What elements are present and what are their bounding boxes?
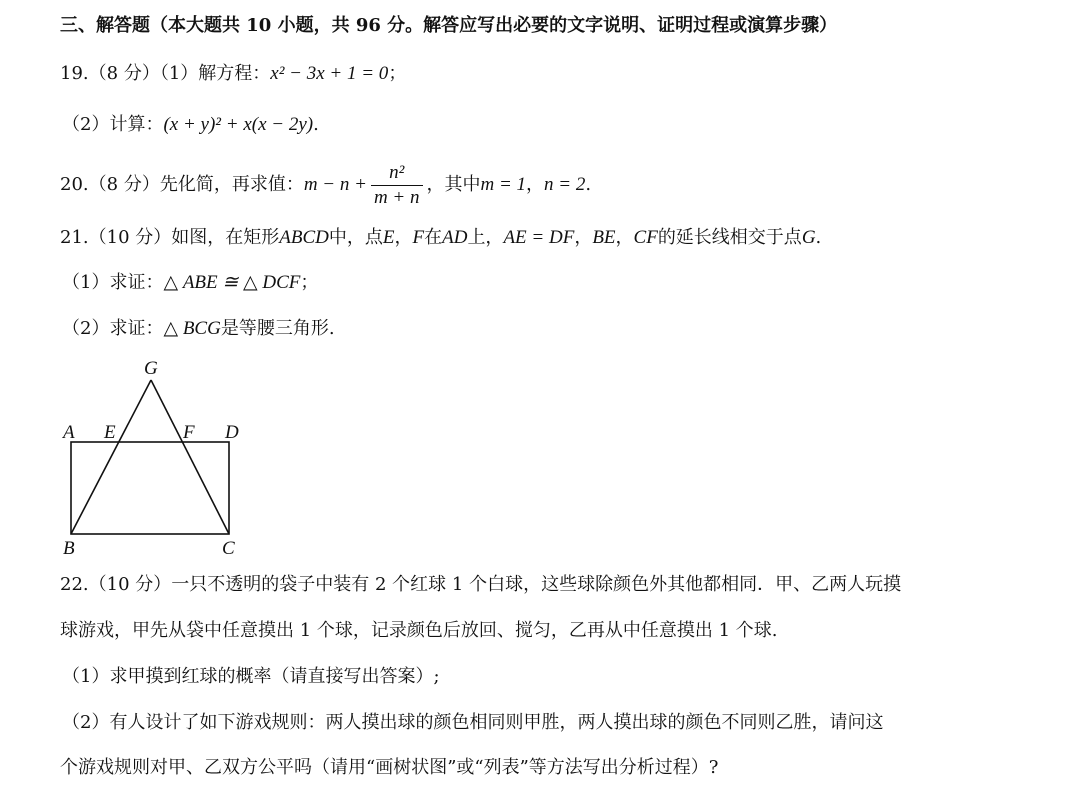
congruence-statement: △ ABE ≅ △ DCF: [163, 272, 301, 293]
equation: x² − 3x + 1 = 0: [270, 63, 389, 84]
math-symbol: G: [801, 227, 816, 248]
question-text: ，其中: [426, 174, 481, 195]
geometry-figure: [55, 350, 255, 562]
question-score: （10 分）: [88, 227, 172, 248]
expression-lead: m − n +: [303, 174, 367, 195]
punctuation: .: [313, 114, 319, 135]
question-21-part-2: [62, 317, 335, 341]
question-score: （8 分）: [88, 174, 160, 195]
question-text: 在: [424, 227, 443, 248]
question-text: 个游戏规则对甲、乙双方公平吗（请用“画树状图”或“列表”等方法写出分析过程）?: [60, 757, 719, 778]
part-label: （1）解方程：: [159, 63, 271, 84]
label-g: G: [144, 358, 158, 379]
fraction-numerator: n²: [371, 162, 423, 186]
condition-n: n = 2: [544, 174, 586, 195]
question-text: 上，: [467, 227, 504, 248]
question-number: 20.: [60, 174, 89, 195]
question-number: 21.: [60, 227, 89, 248]
math-symbol: CF: [633, 227, 658, 248]
question-19-part-2: [62, 113, 319, 137]
question-21-part-1: [62, 271, 318, 295]
question-text: 先化简，再求值：: [159, 174, 304, 195]
question-21-stem: [60, 226, 821, 250]
fraction-denominator: m + n: [373, 186, 420, 208]
punctuation: ，: [574, 227, 593, 248]
punctuation: ；: [388, 63, 407, 84]
math-symbol: E: [382, 227, 395, 248]
part-label: （1）求证：: [62, 272, 164, 293]
label-a: A: [63, 422, 75, 443]
question-22-line-2: [60, 619, 778, 643]
question-text: 一只不透明的袋子中装有 2 个红球 1 个白球，这些球除颜色外其他都相同．甲、乙两人玩摸: [171, 574, 902, 595]
section-heading-text: 三、解答题（本大题共 10 小题，共 96 分。解答应写出必要的文字说明、证明过程或演算步骤）: [60, 15, 838, 36]
math-symbol: ABCD: [279, 227, 329, 248]
label-e: E: [104, 422, 116, 443]
label-c: C: [222, 538, 235, 559]
punctuation: ，: [526, 174, 545, 195]
question-text: （2）有人设计了如下游戏规则：两人摸出球的颜色相同则甲胜，两人摸出球的颜色不同则乙胜，请问这: [62, 712, 884, 733]
punctuation: ，: [615, 227, 634, 248]
line-cg: [151, 380, 229, 534]
fraction: [371, 162, 423, 209]
math-symbol: F: [412, 227, 425, 248]
label-f: F: [183, 422, 195, 443]
math-symbol: BE: [592, 227, 616, 248]
question-text: （1）求甲摸到红球的概率（请直接写出答案）;: [62, 666, 440, 687]
punctuation: ；: [300, 272, 319, 293]
math-symbol: AD: [442, 227, 468, 248]
punctuation: .: [815, 227, 822, 248]
math-symbol: AE = DF: [503, 227, 575, 248]
question-text: 如图，在矩形: [171, 227, 280, 248]
question-text: 的延长线相交于点: [657, 227, 802, 248]
question-score: （8 分）: [88, 63, 160, 84]
punctuation: ，: [394, 227, 413, 248]
question-number: 22.: [60, 574, 89, 595]
expression: (x + y)² + x(x − 2y): [163, 114, 314, 135]
question-22-part-1: [62, 665, 440, 689]
question-22-line-1: [60, 573, 901, 597]
question-19-part-1: [60, 62, 406, 86]
part-label: （2）求证：: [62, 318, 164, 339]
question-score: （10 分）: [88, 574, 172, 595]
question-number: 19.: [60, 63, 89, 84]
line-bg: [71, 380, 151, 534]
label-d: D: [225, 422, 239, 443]
question-20: [60, 160, 591, 210]
label-b: B: [63, 538, 75, 559]
triangle-symbol: △ BCG: [163, 318, 221, 339]
section-heading: [60, 14, 837, 38]
question-text: 球游戏，甲先从袋中任意摸出 1 个球，记录颜色后放回、搅匀，乙再从中任意摸出 1 个球.: [60, 620, 778, 641]
punctuation: .: [585, 174, 592, 195]
question-22-part-2-line-1: [62, 711, 883, 735]
question-text: 中，点: [328, 227, 383, 248]
question-text: 是等腰三角形.: [220, 318, 335, 339]
part-label: （2）计算：: [62, 114, 164, 135]
condition-m: m = 1: [480, 174, 527, 195]
question-22-part-2-line-2: [60, 756, 718, 780]
